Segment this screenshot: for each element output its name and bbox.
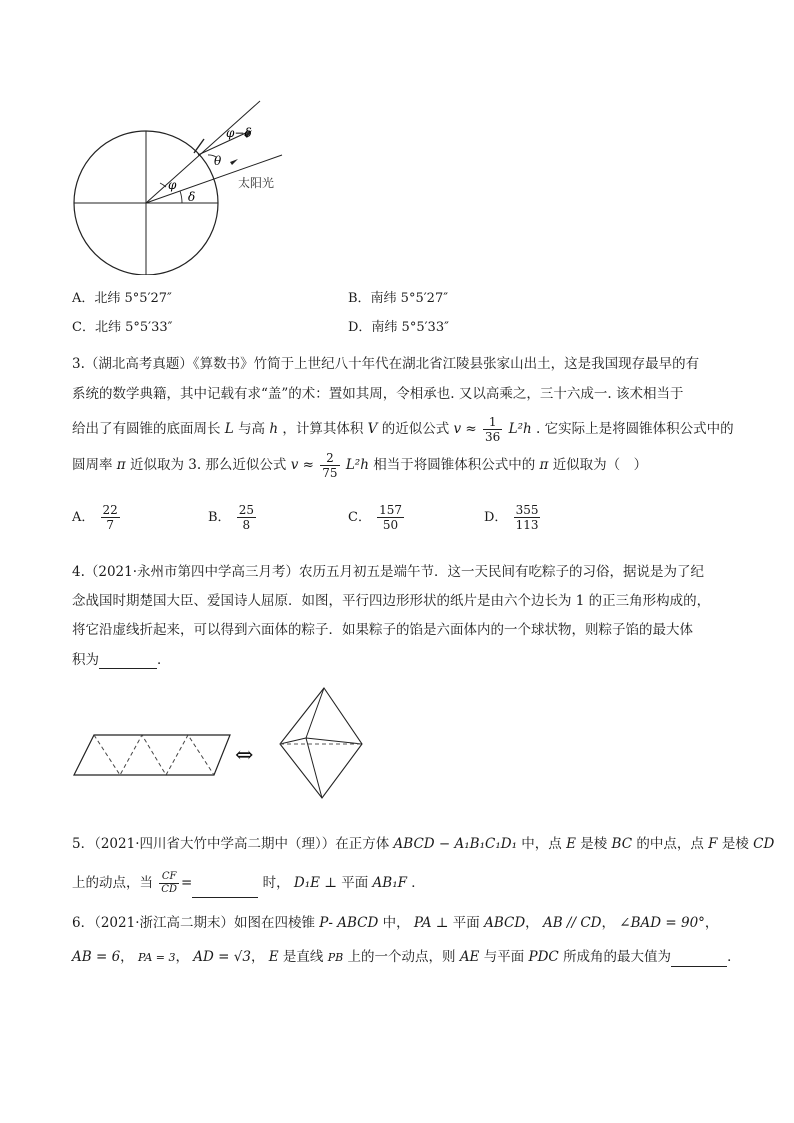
q5-ratio-den: CD bbox=[161, 884, 177, 895]
q6-l2-text-b: 是直线 bbox=[282, 949, 324, 965]
q5-edge-BC: BC bbox=[611, 836, 633, 852]
q3-l3-text-e: . 它实际上是将圆锥体积公式中的 bbox=[535, 421, 734, 437]
q5-ratio-fraction bbox=[159, 871, 179, 896]
q3-l4-text-b: 近似取为 3. 那么近似公式 bbox=[129, 457, 287, 473]
q6-rel-perp: PA ⊥ bbox=[413, 915, 449, 931]
q5-point-E: E bbox=[566, 836, 576, 852]
q5-answer-blank[interactable] bbox=[192, 883, 258, 898]
q2-option-d[interactable]: D．南纬 5°5′33″ bbox=[348, 320, 449, 335]
q4-line-4 bbox=[72, 651, 171, 669]
q6-answer-blank[interactable] bbox=[671, 952, 727, 967]
q6-pyramid: P‑ ABCD bbox=[319, 915, 379, 931]
q3-l3-text-c: ，计算其体积 bbox=[282, 421, 364, 437]
q3-option-c-den: 50 bbox=[377, 517, 404, 532]
q6-sep-2: ， bbox=[175, 949, 189, 965]
q3-option-a-num: 22 bbox=[102, 503, 118, 517]
q6-ab: AB = 6 bbox=[72, 949, 121, 965]
q3-l3-text-a: 给出了有圆锥的底面周长 bbox=[72, 421, 221, 437]
q6-l1-text-e: ， bbox=[601, 915, 615, 931]
q3-l4-text-a: 圆周率 bbox=[72, 457, 113, 473]
q6-pa: PA = 3 bbox=[137, 951, 176, 964]
equivalence-arrow: ⇔ bbox=[235, 743, 254, 768]
q6-AE: AE bbox=[459, 949, 480, 965]
q4-line-1: 4.（2021·永州市第四中学高三月考）农历五月初五是端午节．这一天民间有吃粽子的习俗，据说是为了纪 bbox=[72, 564, 705, 580]
ray-arrowhead-icon-2 bbox=[230, 159, 238, 165]
q5-l2-text-b: 时， bbox=[262, 875, 290, 891]
q6-l2-end: ． bbox=[727, 949, 741, 965]
angle-arc-delta bbox=[180, 191, 182, 203]
q5-cube: ABCD − A₁B₁C₁D₁ bbox=[393, 836, 517, 852]
q3-line-1: 3.（湖北高考真题）《算数书》竹简于上世纪八十年代在湖北省江陵县张家山出土，这是我国现存最早的有 bbox=[72, 356, 700, 372]
q5-l1-text-c: 是棱 bbox=[580, 836, 608, 852]
q5-eq: = bbox=[180, 875, 193, 891]
fold-lines bbox=[94, 735, 214, 775]
q3-formula2-right: L²h bbox=[345, 457, 369, 473]
hexahedron-edge-3 bbox=[306, 738, 362, 744]
angle-arc-phi bbox=[160, 183, 166, 187]
q3-var-L: L bbox=[224, 421, 234, 437]
q3-frac-denominator: 36 bbox=[485, 430, 501, 444]
q3-line-3 bbox=[72, 414, 734, 444]
q6-l2-text-c: 上的一个动点，则 bbox=[347, 949, 456, 965]
q3-option-d[interactable] bbox=[484, 503, 542, 532]
q3-formula-fraction bbox=[483, 415, 502, 444]
q3-frac2-denominator: 75 bbox=[322, 466, 338, 480]
q3-option-d-den: 113 bbox=[515, 518, 539, 532]
q3-option-d-fraction bbox=[514, 503, 541, 532]
q4-line-2: 念战国时期楚国大臣、爱国诗人屈原．如图，平行四边形形状的纸片是由六个边长为 1 的正三角形构成的， bbox=[72, 593, 711, 609]
delta-label: δ bbox=[188, 190, 196, 204]
q2-option-b[interactable]: B．南纬 5°5′27″ bbox=[348, 291, 449, 306]
q6-l1-text-b: 中， bbox=[382, 915, 410, 931]
q6-l1-text-c: 平面 bbox=[452, 915, 480, 931]
q3-option-c-num: 157 bbox=[379, 503, 402, 517]
q3-option-a-den: 7 bbox=[101, 517, 120, 532]
q5-line-1 bbox=[72, 835, 774, 853]
hexahedron-edge-4 bbox=[306, 738, 322, 798]
q5-relation: D₁E ⊥ bbox=[293, 875, 337, 891]
q3-frac-numerator: 1 bbox=[488, 415, 497, 429]
q6-PDC: PDC bbox=[528, 949, 559, 965]
q3-l4-text-c: 相当于将圆锥体积公式中的 bbox=[373, 457, 536, 473]
q6-l1-text-d: ， bbox=[525, 915, 539, 931]
q3-l3-text-b: 与高 bbox=[238, 421, 266, 437]
q5-plane: AB₁F bbox=[372, 875, 407, 891]
q5-l1-text-b: 中，点 bbox=[521, 836, 562, 852]
q3-var-V: V bbox=[367, 421, 378, 437]
q3-option-c-letter: C． bbox=[348, 510, 371, 525]
q5-l2-text-c: 平面 bbox=[341, 875, 369, 891]
q3-option-a-fraction bbox=[101, 503, 120, 532]
q3-pi-2: π bbox=[539, 457, 549, 473]
q5-point-F: F bbox=[708, 836, 718, 852]
q4-l4-end: ． bbox=[157, 652, 171, 668]
q3-option-b[interactable] bbox=[208, 503, 258, 532]
q5-l1-text-e: 是棱 bbox=[721, 836, 749, 852]
q6-sep-1: ， bbox=[120, 949, 134, 965]
q3-formula2-left: v ≈ bbox=[290, 457, 314, 473]
q3-option-b-num: 25 bbox=[238, 503, 254, 517]
q5-ratio-num: CF bbox=[161, 871, 177, 882]
q3-option-c[interactable] bbox=[348, 503, 406, 532]
q3-l4-text-d: 近似取为（ ） bbox=[552, 457, 648, 473]
q6-l1-text-f: ， bbox=[704, 915, 719, 931]
paper-parallelogram bbox=[74, 735, 230, 775]
q3-formula2-fraction bbox=[320, 451, 339, 480]
q6-angle: ∠BAD = 90° bbox=[619, 915, 705, 931]
q6-point-E: E bbox=[268, 949, 279, 965]
q3-formula-left: v ≈ bbox=[453, 421, 477, 437]
q3-option-d-num: 355 bbox=[515, 503, 539, 517]
q5-l2-text-a: 上的动点，当 bbox=[72, 875, 153, 891]
q3-option-a-letter: A． bbox=[72, 510, 95, 525]
q3-option-d-letter: D． bbox=[484, 510, 508, 525]
q6-line-2 bbox=[72, 948, 741, 967]
q3-l3-text-d: 的近似公式 bbox=[381, 421, 450, 437]
q6-ad: AD = √3 bbox=[193, 949, 251, 965]
q5-l1-text-a: 5．（2021·四川省大竹中学高二期中（理））在正方体 bbox=[72, 836, 390, 852]
q6-plane-abcd: ABCD bbox=[484, 915, 526, 931]
q3-var-h: h bbox=[269, 421, 279, 437]
q3-line-2: 系统的数学典籍，其中记载有求“盖”的术：置如其周，令相承也. 又以高乘之，三十六成一. 该术相当于 bbox=[72, 386, 684, 402]
q3-option-b-den: 8 bbox=[237, 517, 256, 532]
q6-l1-text-a: 6．（2021·浙江高二期末）如图在四棱锥 bbox=[72, 915, 315, 931]
q5-l2-text-d: ． bbox=[411, 875, 425, 891]
theta-label: θ bbox=[214, 154, 222, 168]
zongzi-figure bbox=[70, 680, 380, 810]
q3-frac2-numerator: 2 bbox=[326, 451, 334, 465]
hexahedron-edge-1 bbox=[306, 688, 324, 738]
q3-formula-right: L²h bbox=[508, 421, 532, 437]
q6-l2-text-a: ， bbox=[250, 949, 265, 965]
q6-l2-text-e: 所成角的最大值为 bbox=[563, 949, 672, 965]
sunlight-circle-figure bbox=[70, 95, 310, 275]
q3-option-b-fraction bbox=[237, 503, 256, 532]
q2-option-a[interactable]: A．北纬 5°5′27″ bbox=[72, 291, 172, 306]
q3-pi: π bbox=[116, 457, 126, 473]
q4-answer-blank[interactable] bbox=[99, 654, 157, 669]
q3-line-4 bbox=[72, 450, 647, 480]
q3-option-b-letter: B． bbox=[208, 510, 231, 525]
q3-option-c-fraction bbox=[377, 503, 404, 532]
phi-label: φ bbox=[168, 178, 177, 192]
q4-line-3: 将它沿虚线折起来，可以得到六面体的粽子．如果粽子的馅是六面体内的一个球状物，则粽子馅的最大体 bbox=[72, 622, 693, 638]
q5-line-2 bbox=[72, 868, 425, 898]
q6-l2-text-d: 与平面 bbox=[483, 949, 525, 965]
q6-rel-parallel: AB // CD bbox=[542, 915, 602, 931]
q5-edge-CD: CD bbox=[753, 836, 775, 852]
q2-option-c[interactable]: C．北纬 5°5′33″ bbox=[72, 320, 173, 335]
tangent-mark bbox=[194, 139, 204, 153]
q4-l4-text: 积为 bbox=[72, 652, 99, 668]
phi-minus-delta-label: φ−δ bbox=[226, 126, 252, 140]
sunlight-label: 太阳光 bbox=[238, 176, 275, 190]
q6-line-1 bbox=[72, 914, 718, 932]
q6-line-PB: PB bbox=[327, 951, 344, 964]
q3-option-a[interactable] bbox=[72, 503, 122, 532]
q5-l1-text-d: 的中点，点 bbox=[636, 836, 704, 852]
